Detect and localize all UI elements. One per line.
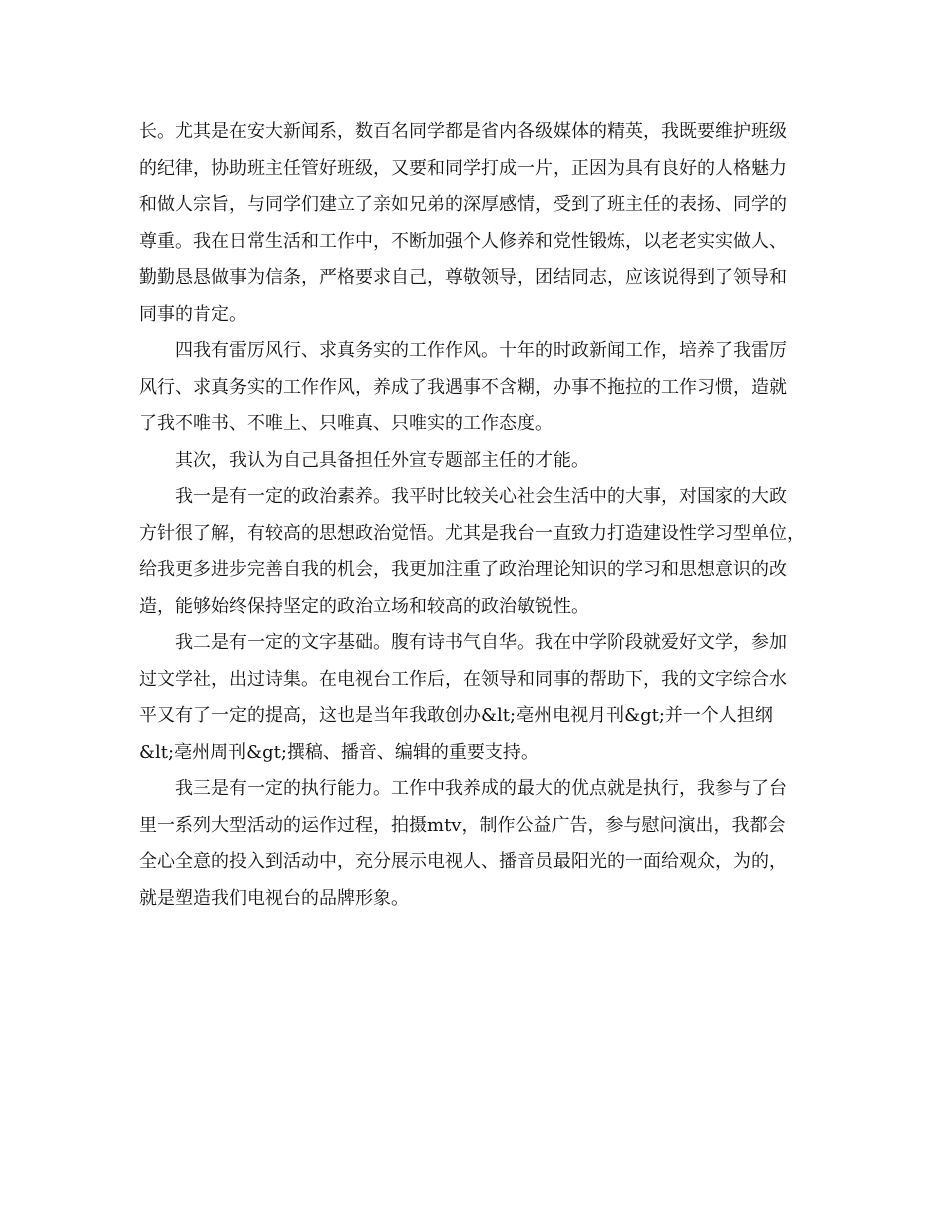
paragraph-start-line: 我一是有一定的政治素养。我平时比较关心社会生活中的大事，对国家的大政 [175, 486, 787, 507]
text-line: 就是塑造我们电视台的品牌形象。 [139, 887, 409, 909]
paragraph-start-line: 四我有雷厉风行、求真务实的工作作风。十年的时政新闻工作，培养了我雷厉 [175, 340, 787, 361]
text-line: 给我更多进步完善自我的机会，我更加注重了政治理论知识的学习和思想意识的改 [139, 559, 787, 580]
paragraph-start-line: 我二是有一定的文字基础。腹有诗书气自华。我在中学阶段就爱好文学，参加 [175, 632, 787, 653]
text-line: 的纪律，协助班主任管好班级，又要和同学打成一片，正因为具有良好的人格魅力 [139, 157, 787, 179]
text-line: 方针很了解，有较高的思想政治觉悟。尤其是我台一直致力打造建设性学习型单位， [139, 522, 805, 544]
paragraph-start-line: 我三是有一定的执行能力。工作中我养成的最大的优点就是执行，我参与了台 [175, 778, 787, 799]
text-line: 风行、求真务实的工作作风，养成了我遇事不含糊，办事不拖拉的工作习惯，造就 [139, 376, 787, 398]
text-line: 尊重。我在日常生活和工作中，不断加强个人修养和党性锻炼，以老老实实做人、 [139, 230, 787, 252]
text-line: 平又有了一定的提高，这也是当年我敢创办&lt;亳州电视月刊&gt;并一个人担纲 [139, 705, 773, 726]
text-line: 勤勤恳恳做事为信条，严格要求自己，尊敬领导，团结同志，应该说得到了领导和 [139, 267, 787, 288]
text-line: 了我不唯书、不唯上、只唯真、只唯实的工作态度。 [139, 413, 553, 434]
text-line: 长。尤其是在安大新闻系，数百名同学都是省内各级媒体的精英，我既要维护班级 [139, 121, 787, 142]
text-line: 同事的肯定。 [139, 303, 247, 325]
text-line: &lt;亳州周刊&gt;撰稿、播音、编辑的重要支持。 [139, 741, 539, 763]
paragraph-start-line: 其次，我认为自己具备担任外宣专题部主任的才能。 [175, 449, 589, 471]
text-line: 全心全意的投入到活动中，充分展示电视人、播音员最阳光的一面给观众，为的， [139, 851, 787, 872]
text-line: 过文学社，出过诗集。在电视台工作后，在领导和同事的帮助下，我的文字综合水 [139, 668, 787, 690]
text-line: 造，能够始终保持坚定的政治立场和较高的政治敏锐性。 [139, 595, 589, 617]
text-line: 和做人宗旨，与同学们建立了亲如兄弟的深厚感情，受到了班主任的表扬、同学的 [139, 194, 787, 215]
text-line: 里一系列大型活动的运作过程，拍摄mtv，制作公益广告，参与慰问演出，我都会 [139, 814, 786, 836]
document-body [139, 114, 819, 917]
